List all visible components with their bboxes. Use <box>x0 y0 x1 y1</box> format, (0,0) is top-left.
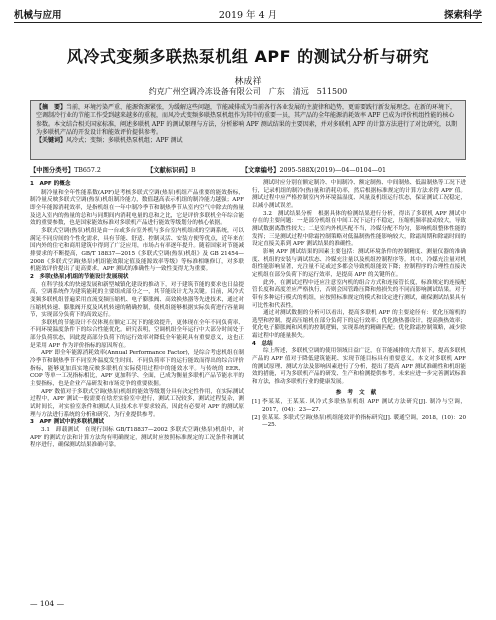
article-affiliation: 约克广州空调冷冻设备有限公司 广东 清远 511500 <box>148 87 348 96</box>
left-column <box>30 180 244 450</box>
header-rule <box>14 22 482 23</box>
keywords-label: 【关键词】 <box>36 137 67 145</box>
body-paragraph: 在科学技术的快速发展和新型城镇化建设的推动下，对于建筑节能的要求也日益提高，空调系统作为建筑能耗的主要组成部分之一，其节能设计尤为关键。目前，风冷式变频多联机组普遍采用直流变频压缩机、电子膨胀阀、高效换热器等先进技术，通过对压缩机转速、膨胀阀开度及风机转速的精确控制，使机组能够根据实际负荷进行容量调节，实现部分负荷下的高效运行。 <box>30 281 244 319</box>
section-heading: 3 APF 测试中的多联机测试 <box>30 419 105 426</box>
body-paragraph: APF 即全年能源消耗效率(Annual Performance Factor)，是综合考虑机组在制冷季节和制热季节不同室外温度发生时间、不同负荷率下的运行能效而得出的综合评价指标，能够更加真实地反映多联机在实际使用过程中的能效水平。与传统的 EER、COP 等单一工况指标相比，APF 更加科学、全面，已成为衡量多联机产品节能水平的主要指标，也是企业产品研发和市场竞争的重要依据。 <box>30 350 244 388</box>
column-name: 探索科学 <box>443 10 482 21</box>
section-heading: 4 总结 <box>252 340 273 347</box>
doccode-field <box>147 167 218 174</box>
article-title: 风冷式变频多联热泵机组 APF 的测试分析与研究 <box>66 47 430 66</box>
reference-number: [2] <box>252 414 260 421</box>
reference-text: 李某某，王某某. 风冷式多联热泵机组 APF 测试方法研究[J]. 制冷与空调，2017，(04)：23—27. <box>262 399 466 414</box>
abstract-box <box>30 100 466 160</box>
body-paragraph: 此外，在测试过程中还应注意室内机的组合方式和连接管长度，标准规定的连接配管长度和高度差应严格执行，否则会因管路压降和热损失的不同而影响测试结果。对于带有多种运行模式的机组，应按照标准规定的模式和设定进行测试，确保测试结果具有可比性和代表性。 <box>252 279 466 309</box>
articleno-field <box>242 167 408 174</box>
body-paragraph: 多联机的节能设计不仅体现在额定工况下的能效提升，更体现在全年不同负荷率、不同环境温度条件下的综合性能优化。研究表明，空调机组全年运行中大部分时间处于部分负荷状态，因此提高部分负荷下的运行效率对降低全年能耗具有重要意义，这也正是采用 APF 作为评价指标的原因所在。 <box>30 319 244 349</box>
clc-field <box>30 167 123 174</box>
reference-item <box>252 415 466 430</box>
keywords-text: 风冷式；变频；多联机热泵机组；APF 测试 <box>66 137 183 145</box>
clc-label: 【中图分类号】 <box>30 167 75 174</box>
section-heading: 1 APF 的概念 <box>30 181 71 187</box>
page-number: — 104 — <box>30 599 65 608</box>
doccode-label: 【文献标识码】 <box>146 167 192 174</box>
doccode-value: B <box>191 167 196 174</box>
abstract-text: 当前，环境污染严重、能源资源紧张，为缓解这些问题，节能减排成为当前各行各业发展的主旋律和趋势，更需要践行新发展理念。在新的环境下，空调制冷行业的节能工作受到越来越多的重视，而风冷式变频多联热泵机组作为其中的重要一员，其产品的全年能源消耗效率 APF 已成为评价机组性能的核心参数。本文结合相关国家标准，阐述多联机 APF 的测试原理与方法，分析影响 APF 测试结果的主要因素，并对多联机 APF 的计算方法进行了对比研究，以期为多联机产品的开发设计和能效评价提供参考。 <box>36 104 458 136</box>
abstract-label: 【摘 要】 <box>36 104 67 111</box>
body-paragraph: 制冷量和全年性能系数(APF)是考核多联式空调(热泵)机组产品重要的能效指标，制冷量反映多联式空调(热泵)机组制冷能力，数值越高表示机组的制冷能力越强；APF 即全年能源消耗效率，是指机组在一年中制冷季节和制热季节从室内空气中除去的热量及送入室内的热量的总和与同期间内消耗电量的总和之比，它是评价多联机全年综合能效的重要参数，也是国家能效标准对多联机产品进行能效等级划分的核心依据。 <box>30 189 244 227</box>
reference-number: [1] <box>252 399 260 406</box>
body-paragraph: 影响 APF 测试结果的因素主要包括：测试环境条件的控制精度、测量仪器的准确度、机组的安装与调试状态、冷媒充注量以及机组控制程序等。其中，冷媒充注量对机组性能影响显著，充注量不足或过多都会导致机组能效下降；控制程序的合理性直接决定机组在部分负荷下的运行效率，是提高 APF 的关键所在。 <box>252 248 466 278</box>
body-paragraph: 测试时应分别在额定制冷、中间制冷、额定制热、中间制热、低温制热等工况下进行，记录机组的制冷(热)量和消耗功率，然后根据标准规定的计算方法求得 APF 值。测试过程中应严格控制室内外环境温湿度、风量及机组运行状态，保证测试工况稳定，以减小测试误差。 <box>252 180 466 209</box>
article-meta <box>30 165 466 174</box>
meta-separator <box>30 176 466 177</box>
reference-item <box>252 399 466 414</box>
reference-text: 张某某. 多联式空调(热泵)机组能效评价指标研究[J]. 暖通空调，2018，(10)：20—25. <box>262 414 466 429</box>
body-paragraph: 多联式空调(热泵)机组是由一台或多台室外机与多台室内机组成的空调系统，可以满足不同房间的个性化需求，具有节能、舒适、控制灵活、安装方便等优点，近年来在国内外的住宅和商用建筑中得到了广泛应用，市场占有率逐年提升。随着国家对节能减排要求的不断提高，GB/T 18837—2015《多联式空调(热泵)机组》及 GB 21454—2008《多联式空调(热泵)机组能效限定值及能源效率等级》等标准相继修订，对多联机能效评价提出了更高要求，APF 测试的准确性与一致性变得尤为重要。 <box>30 227 244 273</box>
body-paragraph: APF 数值对于多联式空调(热泵)机组的能效等级划分具有决定性作用，在实际测试过程中，APF 测试一般需要在焓差实验室中进行，测试工况较多，测试过程复杂，测试时间长，对实验室条件和测试人员技术水平要求较高，因此有必要对 APF 的测试原理与方法进行系统的分析和研究，为行业提供参考。 <box>30 388 244 418</box>
right-column <box>252 180 466 430</box>
issue-date: 2019 年 4 月 <box>218 10 278 21</box>
body-paragraph: 通过对测试数据的分析可以看出，提高多联机 APF 的主要途径有：优化压缩机的选型和控制，提高压缩机在部分负荷下的运行效率；优化换热器设计，提高换热效率；优化电子膨胀阀和风机的控制逻辑，实现系统的精确匹配；优化除霜控制策略，减少除霜过程中的能量损失。 <box>252 310 466 340</box>
clc-value: TB657.2 <box>74 167 101 174</box>
body-paragraph: 3.2 测试结果分析 根据具体的检测结果进行分析，得出了多联机 APF 测试中存在的主要问题：一是部分机组在中间工况下运行不稳定，压缩机频率波动较大，导致测试数据离散性较大；二是室内外机匹配不当，冷媒分配不均匀，影响机组整体性能的发挥；三是测试过程中除霜控制策略对低温制热性能影响较大，除霜周期和除霜时间的设定直接关系到 APF 测试结果的准确性。 <box>252 210 466 248</box>
article-author: 林成祥 <box>234 77 262 87</box>
body-paragraph: 综上所述，多联机空调的使用领域日益广泛，在节能减排的大背景下，提高多联机产品的 APF 值对于降低建筑能耗、实现节能目标具有重要意义。本文对多联机 APF 的测试原理、测试方法及影响因素进行了分析，提出了提高 APF 测试准确性和机组能效的措施，可为多联机产品的研发、生产和检测提供参考。未来应进一步完善测试标准和方法，推动多联机行业的健康发展。 <box>252 348 466 386</box>
articleno-value: 2095-588X(2019)—04—0104—01 <box>279 167 387 174</box>
references-heading: 参考文献 <box>335 389 383 396</box>
running-header <box>14 7 482 21</box>
journal-name: 机械与应用 <box>14 10 62 21</box>
section-heading: 2 多联(热泵)机组的节能设计发展现状 <box>30 273 129 280</box>
body-paragraph: 3.1 卸载测试 在现行国标 GB/T18837—2002 多联式空调(热泵)机组中，对 APF 的测试方法和计算方法均有明确规定，测试时应按照标准规定的工况条件和测试程序进行，确保测试结果准确可靠。 <box>30 427 244 449</box>
articleno-label: 【文章编号】 <box>241 167 280 174</box>
